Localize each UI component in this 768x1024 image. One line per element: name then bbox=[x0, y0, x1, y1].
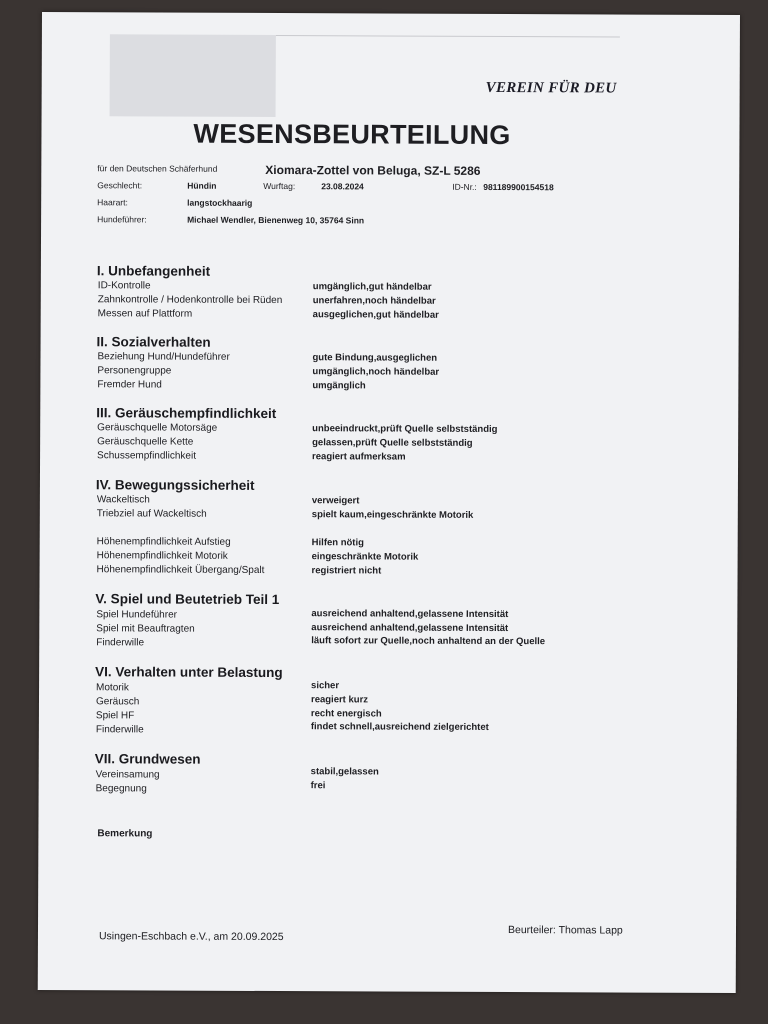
section-title: VII. Grundwesen bbox=[94, 751, 201, 767]
row-label: Motorik bbox=[96, 682, 129, 694]
row-label: Finderwille bbox=[96, 637, 145, 649]
id-label: ID-Nr.: bbox=[452, 181, 477, 192]
row-value: unerfahren,noch händelbar bbox=[312, 295, 436, 307]
row-label: Höhenempfindlichkeit Aufstieg bbox=[96, 536, 231, 548]
row-value: reagiert kurz bbox=[310, 694, 369, 706]
row-value: findet schnell,ausreichend zielgerichtet bbox=[310, 721, 489, 733]
section-title: I. Unbefangenheit bbox=[96, 263, 211, 279]
row-label: Beziehung Hund/Hundeführer bbox=[97, 351, 230, 363]
litter-value: 23.08.2024 bbox=[321, 181, 364, 192]
judge-name: Beurteiler: Thomas Lapp bbox=[507, 924, 623, 937]
row-value: verweigert bbox=[311, 495, 360, 507]
place-date: Usingen-Eschbach e.V., am 20.09.2025 bbox=[98, 930, 284, 944]
row-label: Fremder Hund bbox=[97, 379, 162, 391]
row-label: Begegnung bbox=[95, 783, 147, 795]
row-label: ID-Kontrolle bbox=[97, 280, 151, 292]
row-value: sicher bbox=[311, 680, 340, 692]
row-value: reagiert aufmerksam bbox=[312, 451, 406, 463]
row-value: umgänglich bbox=[312, 380, 366, 392]
row-label: Zahnkontrolle / Hodenkontrolle bei Rüden bbox=[97, 294, 283, 307]
row-value: gelassen,prüft Quelle selbstständig bbox=[312, 437, 473, 449]
row-label: Spiel HF bbox=[95, 710, 135, 722]
handler-label: Hundeführer: bbox=[97, 214, 147, 225]
row-value: frei bbox=[310, 780, 326, 792]
row-label: Spiel mit Beauftragten bbox=[96, 623, 195, 635]
row-label: Wackeltisch bbox=[96, 494, 150, 506]
handler-value: Michael Wendler, Bienenweg 10, 35764 Sinn bbox=[187, 214, 365, 226]
coat-value: langstockhaarig bbox=[187, 197, 253, 208]
section-title: II. Sozialverhalten bbox=[96, 334, 211, 350]
row-value: recht energisch bbox=[310, 708, 382, 720]
row-value: stabil,gelassen bbox=[310, 766, 379, 778]
row-label: Personengruppe bbox=[97, 365, 172, 377]
row-value: unbeeindruckt,prüft Quelle selbstständig bbox=[312, 423, 498, 435]
row-label: Höhenempfindlichkeit Übergang/Spalt bbox=[96, 564, 265, 576]
litter-label: Wurftag: bbox=[263, 180, 296, 192]
redacted-logo-area bbox=[110, 34, 276, 117]
coat-label: Haarart: bbox=[97, 197, 128, 208]
row-value: läuft sofort zur Quelle,noch anhaltend an der Quelle bbox=[311, 635, 546, 648]
row-value: registriert nicht bbox=[311, 565, 382, 577]
row-label: Höhenempfindlichkeit Motorik bbox=[96, 550, 228, 562]
row-value: umgänglich,gut händelbar bbox=[312, 281, 432, 293]
dog-name: Xiomara-Zottel von Beluga, SZ-L 5286 bbox=[265, 162, 481, 178]
row-value: ausgeglichen,gut händelbar bbox=[312, 309, 439, 321]
section-title: V. Spiel und Beutetrieb Teil 1 bbox=[95, 591, 280, 608]
row-label: Finderwille bbox=[95, 724, 144, 736]
row-value: spielt kaum,eingeschränkte Motorik bbox=[311, 509, 474, 521]
document-page bbox=[38, 12, 740, 993]
row-value: Hilfen nötig bbox=[311, 537, 364, 549]
for-label: für den Deutschen Schäferhund bbox=[97, 163, 218, 174]
row-label: Geräuschquelle Motorsäge bbox=[97, 422, 218, 434]
row-value: ausreichend anhaltend,gelassene Intensität bbox=[311, 608, 509, 621]
section-title: III. Geräuschempfindlichkeit bbox=[96, 405, 277, 422]
section-title: VI. Verhalten unter Belastung bbox=[95, 664, 283, 681]
row-label: Schussempfindlichkeit bbox=[97, 450, 197, 462]
row-label: Triebziel auf Wackeltisch bbox=[96, 508, 207, 520]
row-value: eingeschränkte Motorik bbox=[311, 551, 419, 563]
header-rule bbox=[276, 35, 620, 38]
club-name: VEREIN FÜR DEU bbox=[485, 79, 617, 97]
document-title: WESENSBEURTEILUNG bbox=[193, 118, 511, 151]
row-label: Vereinsamung bbox=[95, 769, 160, 781]
sex-label: Geschlecht: bbox=[97, 180, 143, 191]
remark-label: Bemerkung bbox=[97, 828, 153, 840]
row-value: gute Bindung,ausgeglichen bbox=[312, 352, 438, 364]
row-label: Geräusch bbox=[95, 696, 140, 708]
row-label: Spiel Hundeführer bbox=[96, 609, 178, 621]
row-label: Messen auf Plattform bbox=[97, 308, 193, 320]
row-label: Geräuschquelle Kette bbox=[97, 436, 194, 448]
row-value: umgänglich,noch händelbar bbox=[312, 366, 440, 378]
id-value: 981189900154518 bbox=[483, 181, 554, 193]
section-title: IV. Bewegungssicherheit bbox=[95, 477, 255, 493]
row-value: ausreichend anhaltend,gelassene Intensität bbox=[311, 622, 509, 635]
sex-value: Hündin bbox=[187, 180, 217, 191]
